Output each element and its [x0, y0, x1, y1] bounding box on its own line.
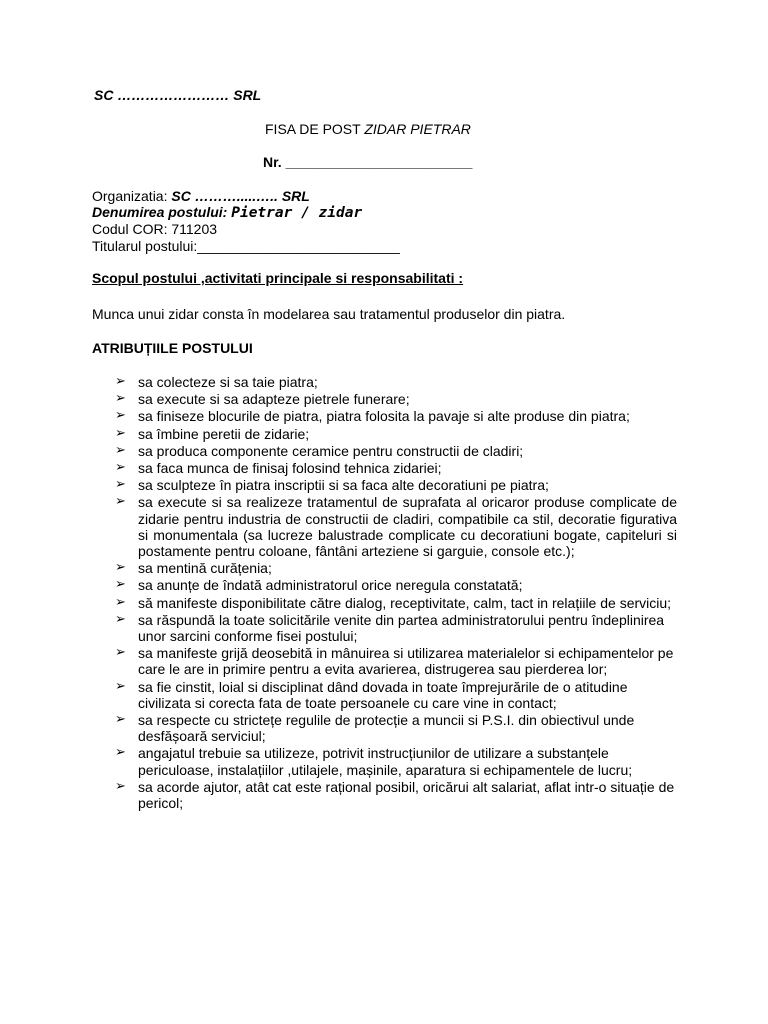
list-item: ➢ sa manifeste grijă deosebită in mânuirea si utilizarea materialelor si echipamentelor pe care le are in primire pentru a evita avarierea, distrugerea sau pierderea lor;	[115, 645, 677, 677]
post-name-value: Pietrar / zidar	[231, 205, 363, 221]
attributes-list	[115, 374, 677, 812]
list-item: ➢ să manifeste disponibilitate către dialog, receptivitate, calm, tact in relațiile de serviciu;	[115, 595, 677, 611]
title-job: ZIDAR PIETRAR	[364, 121, 471, 137]
post-name-line	[92, 204, 362, 221]
title-prefix: FISA DE POST	[265, 121, 365, 137]
list-item: ➢ sa răspundă la toate solicitările venite din partea administratorului pentru îndeplinirea unor sarcini conforme fisei postului;	[115, 612, 677, 644]
list-item: ➢ sa sculpteze în piatra inscriptii si sa faca alte decoratiuni pe piatra;	[115, 477, 677, 493]
list-item: ➢ sa colecteze si sa taie piatra;	[115, 374, 677, 390]
post-holder: Titularul postului:__________________________	[92, 238, 400, 254]
document-number: Nr. ________________________	[263, 154, 473, 170]
list-item: ➢ sa îmbine peretii de zidarie;	[115, 426, 677, 442]
list-item: ➢ sa execute si sa realizeze tratamentul de suprafata al oricaror produse complicate de zidarie pentru industria de constructii de cladiri, compatibile ca stil, decoratie figurativa si monumentala (sa lucreze balustrade complicate cu decoratiuni bogate, capiteluri si postamente pentru coloane, fântâni arteziene si garguie, console etc.);	[115, 494, 677, 559]
organization-label: Organizatia:	[92, 188, 172, 204]
list-item: ➢ angajatul trebuie sa utilizeze, potrivit instrucțiunilor de utilizare a substanțele periculoase, instalațiilor ,utilajele, mașinile, aparatura si echipamentele de lucru;	[115, 745, 677, 777]
scope-text: Munca unui zidar consta în modelarea sau tratamentul produselor din piatra.	[92, 306, 566, 322]
list-item: ➢ sa fie cinstit, loial si disciplinat dând dovada in toate împrejurările de o atitudine civilizata si corecta fata de toate persoanele cu care vine in contact;	[115, 679, 677, 711]
attributes-heading: ATRIBUȚIILE POSTULUI	[92, 340, 253, 356]
document-title	[265, 121, 471, 137]
list-item: ➢ sa execute si sa adapteze pietrele funerare;	[115, 391, 677, 407]
post-name-label: Denumirea postului:	[92, 204, 232, 220]
list-item: ➢ sa finiseze blocurile de piatra, piatra folosita la pavaje si alte produse din piatra;	[115, 408, 677, 424]
list-item: ➢ sa acorde ajutor, atât cat este rațional posibil, oricărui alt salariat, aflat intr-o situație de pericol;	[115, 779, 677, 811]
list-item: ➢ sa produca componente ceramice pentru constructii de cladiri;	[115, 443, 677, 459]
cor-code: Codul COR: 711203	[92, 221, 218, 237]
list-item: ➢ sa respecte cu strictețe regulile de protecție a muncii si P.S.I. din obiectivul unde desfășoară serviciul;	[115, 712, 677, 744]
company-header: SC …………………… SRL	[94, 87, 262, 103]
list-item: ➢ sa anunțe de îndată administratorul orice neregula constatată;	[115, 577, 677, 593]
organization-value: SC ……….....….. SRL	[171, 188, 310, 204]
list-item: ➢ sa mentină curățenia;	[115, 560, 677, 576]
scope-heading: Scopul postului ,activitati principale si responsabilitati :	[92, 270, 464, 286]
list-item: ➢ sa faca munca de finisaj folosind tehnica zidariei;	[115, 460, 677, 476]
organization-line	[92, 188, 310, 204]
